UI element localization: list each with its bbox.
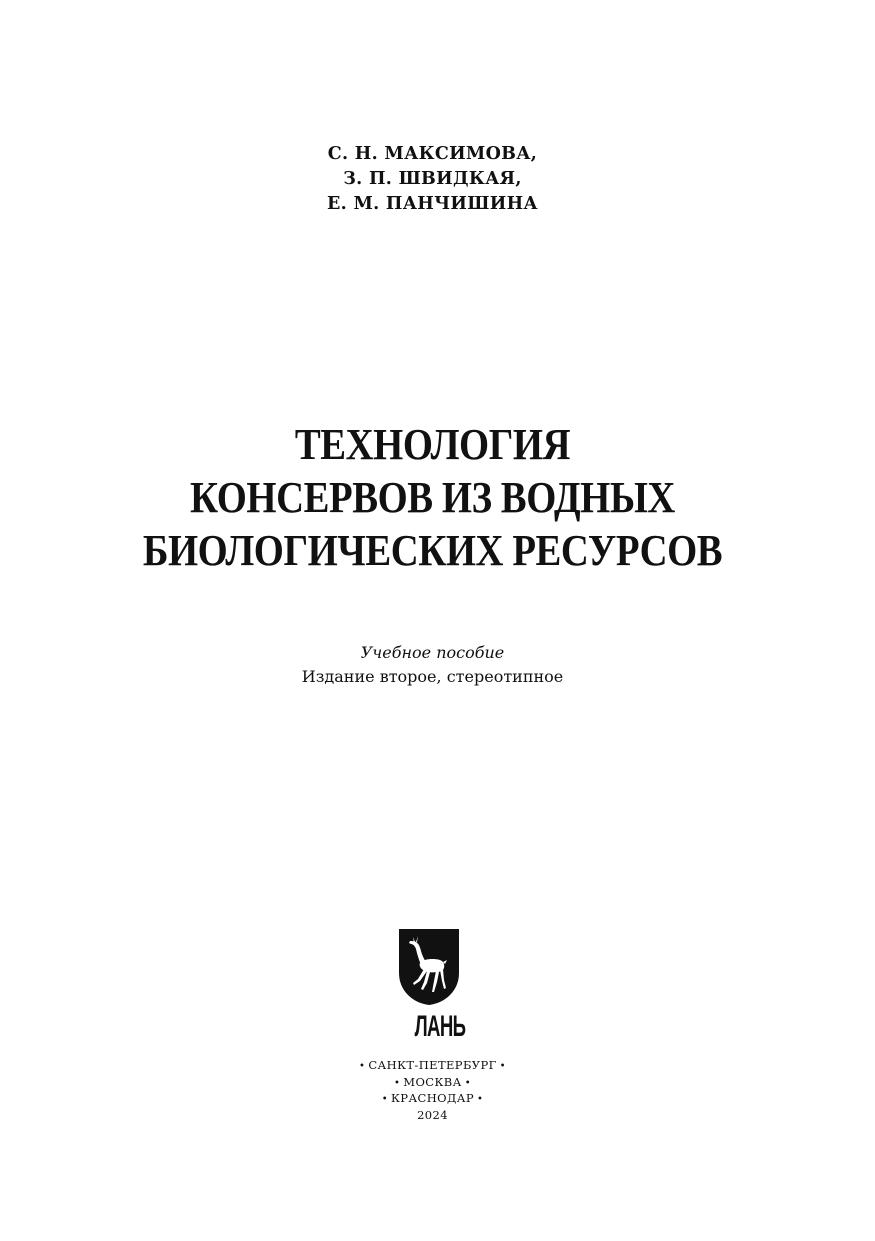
author-3: Е. М. ПАНЧИШИНА	[327, 194, 538, 214]
book-title	[0, 418, 865, 577]
publication-year: 2024	[417, 1107, 448, 1122]
edition-note: Издание второе, стереотипное	[301, 667, 564, 686]
author-2: З. П. ШВИДКАЯ,	[343, 169, 522, 189]
title-line-1: ТЕХНОЛОГИЯ	[294, 420, 571, 469]
city-line-3: • КРАСНОДАР •	[381, 1091, 484, 1105]
city-line-1: • САНКТ-ПЕТЕРБУРГ •	[359, 1058, 506, 1072]
subtitle-block	[0, 641, 865, 689]
author-1: С. Н. МАКСИМОВА,	[327, 144, 538, 164]
deer-emblem-icon	[399, 929, 459, 1005]
city-moscow: МОСКВА	[403, 1074, 462, 1089]
publisher-imprint	[0, 1058, 865, 1122]
publisher-name: ЛАНЬ	[414, 1010, 466, 1043]
book-type: Учебное пособие	[360, 643, 505, 662]
authors-block	[0, 142, 865, 217]
city-saint-petersburg: САНКТ-ПЕТЕРБУРГ	[368, 1058, 497, 1072]
title-line-3: БИОЛОГИЧЕСКИХ РЕСУРСОВ	[142, 526, 723, 575]
title-line-2: КОНСЕРВОВ ИЗ ВОДНЫХ	[190, 473, 675, 522]
city-line-2: • МОСКВА •	[393, 1074, 472, 1089]
city-krasnodar: КРАСНОДАР	[391, 1091, 474, 1105]
